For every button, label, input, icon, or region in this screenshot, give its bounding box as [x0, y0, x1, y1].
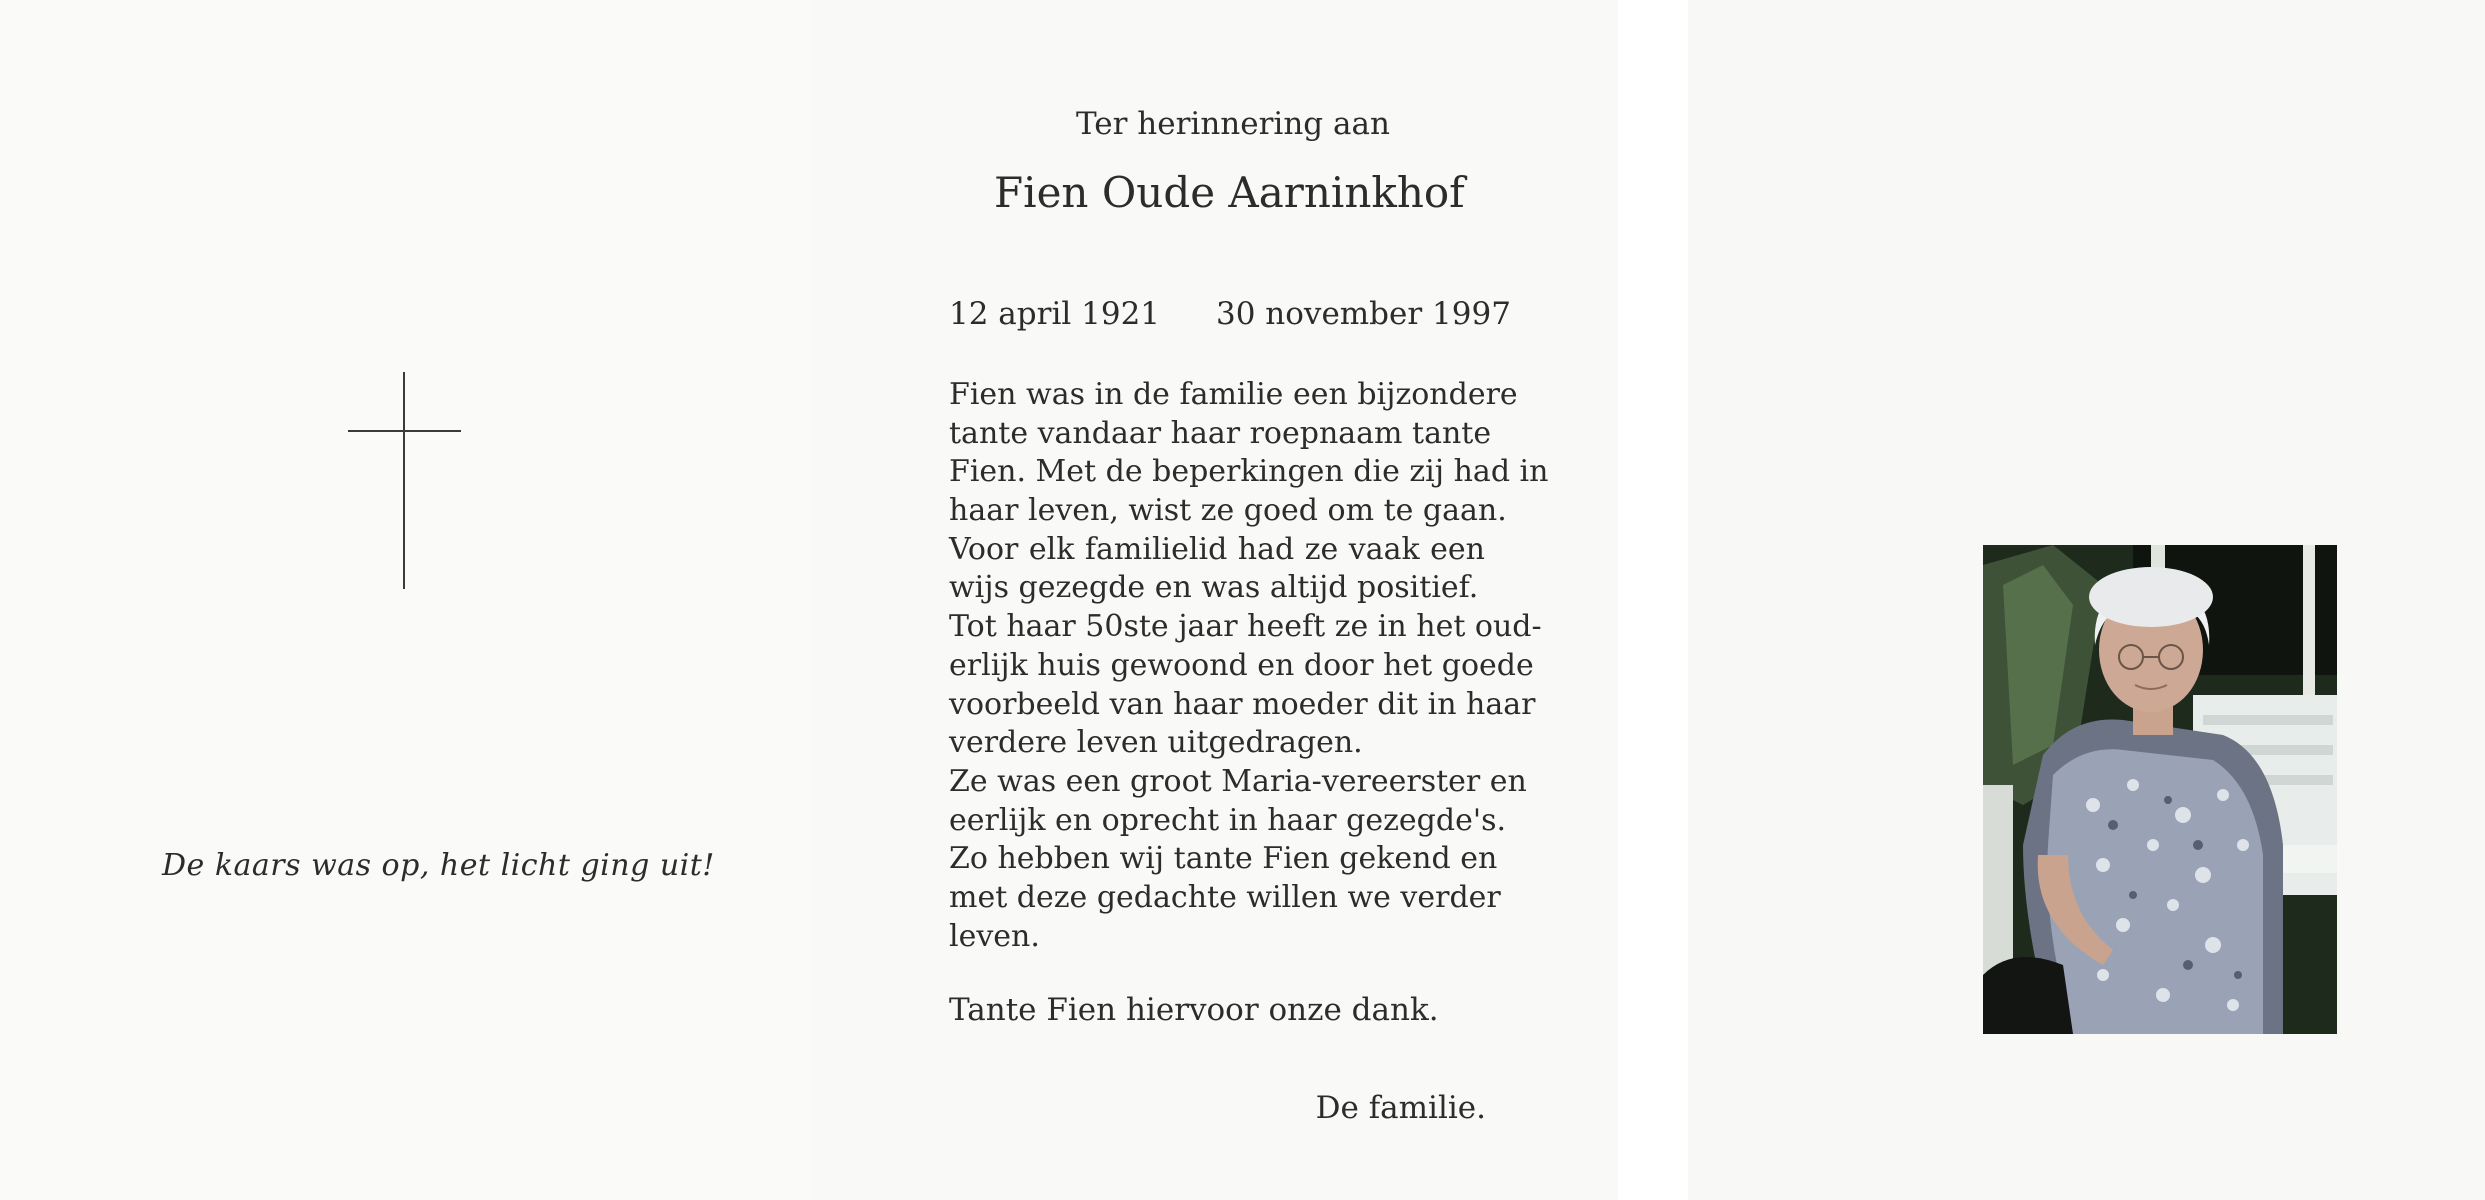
- memorial-line: leven.: [949, 918, 1040, 954]
- memorial-text: [949, 376, 1549, 956]
- memorial-line: tante vandaar haar roepnaam tante: [949, 415, 1492, 451]
- cross-icon-vertical: [403, 372, 405, 589]
- left-card-panel: [0, 0, 810, 1200]
- memorial-line: Fien. Met de beperkingen die zij had in: [949, 454, 1549, 490]
- thanks-text: Tante Fien hiervoor onze dank.: [949, 992, 1439, 1028]
- intro-text: Ter herinnering aan: [1076, 106, 1390, 142]
- birth-date: 12 april 1921: [949, 296, 1161, 332]
- deceased-name: Fien Oude Aarninkhof: [994, 168, 1465, 217]
- death-date: 30 november 1997: [1216, 296, 1511, 332]
- motto-text: De kaars was op, het licht ging uit!: [162, 848, 715, 883]
- signoff-text: De familie.: [1315, 1090, 1486, 1126]
- memorial-line: wijs gezegde en was altijd positief.: [949, 570, 1479, 606]
- portrait-photo-icon: [1983, 545, 2337, 1034]
- memorial-line: Ze was een groot Maria-vereerster en: [949, 763, 1527, 799]
- memorial-line: erlijk huis gewoond en door het goede: [949, 647, 1534, 683]
- memorial-line: voorbeeld van haar moeder dit in haar: [949, 686, 1536, 722]
- memorial-line: Voor elk familielid had ze vaak een: [949, 531, 1485, 567]
- memorial-line: haar leven, wist ze goed om te gaan.: [949, 493, 1507, 529]
- memorial-line: Zo hebben wij tante Fien gekend en: [949, 841, 1498, 877]
- cross-icon-horizontal: [348, 430, 461, 432]
- memorial-line: Fien was in de familie een bijzondere: [949, 377, 1518, 412]
- memorial-line: verdere leven uitgedragen.: [949, 725, 1363, 761]
- card-separator: [1618, 0, 1688, 1200]
- memorial-line: met deze gedachte willen we verder: [949, 879, 1501, 915]
- memorial-line: Tot haar 50ste jaar heeft ze in het oud-: [949, 609, 1542, 645]
- memorial-line: eerlijk en oprecht in haar gezegde's.: [949, 802, 1507, 838]
